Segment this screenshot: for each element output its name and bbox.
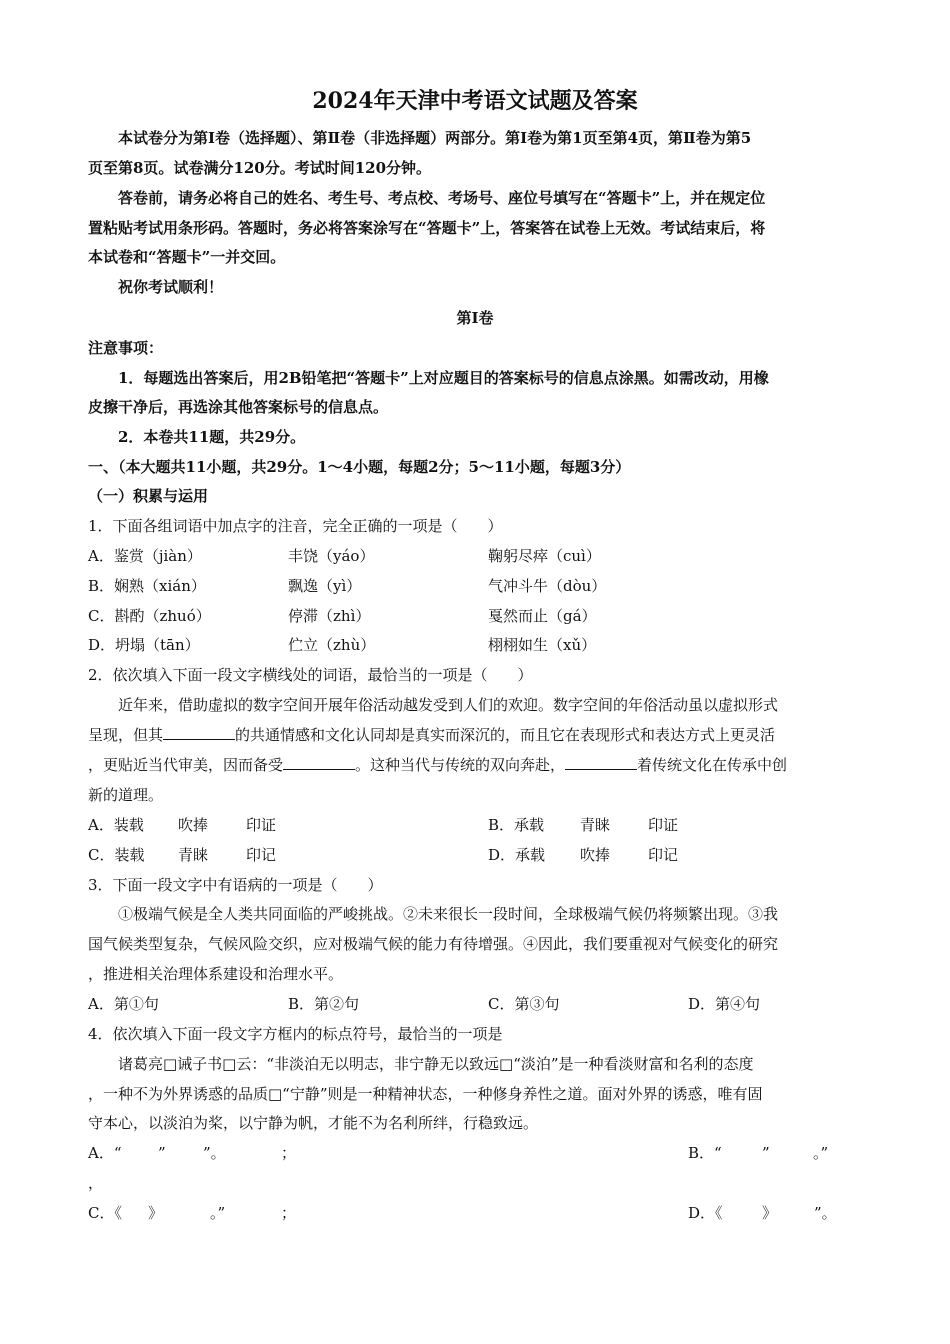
intro-p3: 祝你考试顺利！ [118, 278, 224, 296]
q3-option-a: A．第①句 [88, 995, 159, 1013]
q2-text-segment: 呈现，但其 [88, 726, 164, 744]
q4-option-b-label: B．“ [688, 1144, 722, 1162]
q2-text-segment: 着传统文化在传承中创 [637, 756, 788, 774]
q2-option-d-1: D．承载 [488, 846, 546, 864]
q3-option-b: B．第②句 [288, 995, 360, 1013]
q2-option-d-2: 吹捧 [580, 846, 611, 864]
q2-passage-line3 [88, 755, 787, 775]
q3-passage-line3: ，推进相关治理体系建设和治理水平。 [88, 965, 344, 983]
q1-option-d-2: 伫立（zhù） [288, 636, 376, 654]
q4-option-d-label: D．《 [688, 1204, 723, 1222]
q2-option-b-2: 青睐 [580, 816, 611, 834]
q2-text-segment: 。这种当代与传统的双向奔赴， [355, 756, 566, 774]
q1-option-c-3: 戛然而止（gá） [488, 607, 597, 625]
q1-option-a-1: A．鉴赏（jiàn） [88, 547, 202, 565]
blank-line [283, 755, 355, 770]
q2-option-c-1: C．装载 [88, 846, 145, 864]
q2-option-c-2: 青睐 [178, 846, 209, 864]
section-heading: 第Ⅰ卷 [456, 309, 494, 327]
q2-option-a-3: 印证 [246, 816, 277, 834]
q4-option-b-wrap: ， [88, 1174, 104, 1192]
q2-option-b-3: 印证 [648, 816, 679, 834]
q2-text-segment: 的共通情感和文化认同却是真实而深沉的，而且它在表现形式和表达方式上更灵活 [235, 726, 776, 744]
q2-passage-line1: 近年来，借助虚拟的数字空间开展年俗活动越发受到人们的欢迎。数字空间的年俗活动虽以虚拟形式 [118, 696, 779, 714]
q4-option-a-label: A．“ [88, 1144, 122, 1162]
q1-option-a-2: 丰饶（yáo） [288, 547, 375, 565]
intro-p2-line2: 置粘贴考试用条形码。答题时，务必将答案涂写在“答题卡”上，答案答在试卷上无效。考试结束后，将 [88, 219, 766, 237]
blank-line [163, 725, 235, 740]
q4-option-d-mark3: ”。 [814, 1204, 837, 1222]
q1-option-b-1: B．娴熟（xián） [88, 577, 206, 595]
q4-option-b-mark3: 。” [813, 1144, 829, 1162]
q4-option-d-mark2: 》 [762, 1204, 778, 1222]
q4-passage-line1: 诸葛亮□诫子书□云：“非淡泊无以明志，非宁静无以致远□“淡泊”是一种看淡财富和名利的态度 [118, 1055, 754, 1073]
q4-option-a-mark2: ” [158, 1144, 166, 1162]
q1-option-d-1: D．坍塌（tān） [88, 636, 200, 654]
notice-1-line1: 1．每题选出答案后，用2B铅笔把“答题卡”上对应题目的答案标号的信息点涂黑。如需改动，用橡 [118, 369, 769, 387]
q1-stem: 1．下面各组词语中加点字的注音，完全正确的一项是（ ） [88, 517, 503, 535]
q3-option-d: D．第④句 [688, 995, 761, 1013]
notice-2: 2．本卷共11题，共29分。 [118, 428, 306, 446]
intro-p2-line1: 答卷前，请务必将自己的姓名、考生号、考点校、考场号、座位号填写在“答题卡”上，并在规定位 [118, 189, 766, 207]
q3-passage-line1: ①极端气候是全人类共同面临的严峻挑战。②未来很长一段时间，全球极端气候仍将频繁出现。③我 [118, 905, 779, 923]
q2-passage-line4: 新的道理。 [88, 786, 164, 804]
q4-passage-line2: ，一种不为外界诱惑的品质□“宁静”则是一种精神状态，一种修身养性之道。面对外界的诱惑，唯有固 [88, 1085, 763, 1103]
q4-option-c-mark3: 。” [210, 1204, 226, 1222]
q2-text-segment: ，更贴近当代审美，因而备受 [88, 756, 284, 774]
q4-stem: 4．依次填入下面一段文字方框内的标点符号，最恰当的一项是 [88, 1025, 503, 1043]
intro-p1-line2: 页至第8页。试卷满分120分。考试时间120分钟。 [88, 159, 432, 177]
q4-option-c-mark4: ； [281, 1204, 297, 1222]
q4-option-c-mark2: 》 [148, 1204, 164, 1222]
intro-p1-line1: 本试卷分为第Ⅰ卷（选择题）、第Ⅱ卷（非选择题）两部分。第Ⅰ卷为第1页至第4页，第Ⅱ卷为第5 [118, 129, 752, 147]
q2-option-c-3: 印记 [246, 846, 277, 864]
q3-passage-line2: 国气候类型复杂，气候风险交织，应对极端气候的能力有待增强。④因此，我们要重视对气候变化的研究 [88, 935, 779, 953]
q2-option-d-3: 印记 [648, 846, 679, 864]
q1-option-c-2: 停滞（zhì） [288, 607, 371, 625]
q4-option-b-mark2: ” [762, 1144, 770, 1162]
subsection-heading: （一）积累与运用 [88, 487, 209, 505]
q3-option-c: C．第③句 [488, 995, 560, 1013]
q4-option-c-label: C．《 [88, 1204, 122, 1222]
q1-option-d-3: 栩栩如生（xǔ） [488, 636, 597, 654]
q2-option-a-1: A．装载 [88, 816, 144, 834]
q1-option-c-1: C．斟酌（zhuó） [88, 607, 211, 625]
q4-option-a-mark3: ”。 [203, 1144, 226, 1162]
q1-option-b-3: 气冲斗牛（dòu） [488, 577, 607, 595]
q2-option-a-2: 吹捧 [178, 816, 209, 834]
notice-1-line2: 皮擦干净后，再选涂其他答案标号的信息点。 [88, 398, 389, 416]
q2-stem: 2．依次填入下面一段文字横线处的词语，最恰当的一项是（ ） [88, 666, 533, 684]
q2-option-b-1: B．承载 [488, 816, 545, 834]
blank-line [565, 755, 637, 770]
notice-label: 注意事项： [88, 339, 164, 357]
q4-passage-line3: 守本心，以淡泊为桨，以宁静为帆，才能不为名利所绊，行稳致远。 [88, 1114, 539, 1132]
intro-p2-line3: 本试卷和“答题卡”一并交回。 [88, 248, 286, 266]
q1-option-a-3: 鞠躬尽瘁（cuì） [488, 547, 601, 565]
q3-stem: 3．下面一段文字中有语病的一项是（ ） [88, 876, 383, 894]
page-title: 2024年天津中考语文试题及答案 [312, 88, 638, 114]
q4-option-a-mark4: ； [281, 1144, 297, 1162]
q2-passage-line2 [88, 725, 775, 745]
q1-option-b-2: 飘逸（yì） [288, 577, 362, 595]
part-one-heading: 一、（本大题共11小题，共29分。1～4小题，每题2分；5～11小题，每题3分） [88, 458, 631, 476]
